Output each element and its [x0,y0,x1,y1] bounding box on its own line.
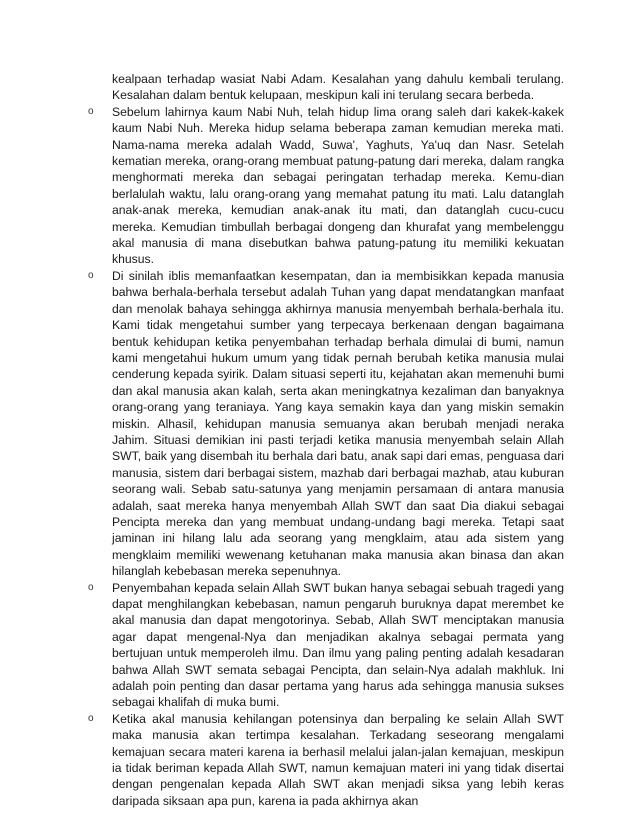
continuation-paragraph: kealpaan terhadap wasiat Nabi Adam. Kesalahan yang dahulu kembali terulang. Kesalahan dalam bentuk kelupaan, meskipun kali ini terulang secara berbeda. [112,72,564,103]
list-item [88,711,564,809]
bullet-circle-icon: o [88,581,94,593]
bullet-circle-icon: o [88,269,94,281]
list-item [88,268,564,580]
list-item-text: Sebelum lahirnya kaum Nabi Nuh, telah hidup lima orang saleh dari kakek-kakek kaum Nabi Nuh. Mereka hidup selama beberapa zaman kemudian mereka mati. Nama-nama mereka adalah Wadd, Suwa', Yaghuts, Ya'uq dan Nasr. Setelah kematian mereka, orang-orang membuat patung-patung dari mereka, dalam rangka menghormati mereka dan sebagai peringatan terhadap mereka. Kemu-dian berlalulah waktu, lalu orang-orang yang memahat patung itu mati. Lalu datanglah anak-anak mereka, kemudian anak-anak itu mati, dan datanglah cucu-cucu mereka. Kemudian timbullah berbagai dongeng dan khurafat yang membelenggu akal manusia di mana disebutkan bahwa patung-patung itu memiliki kekuatan khusus. [112,104,564,267]
bullet-circle-icon: o [88,105,94,117]
bullet-circle-icon: o [88,712,94,724]
list-item-text: Penyembahan kepada selain Allah SWT bukan hanya sebagai sebuah tragedi yang dapat menghilangkan kebebasan, namun pengaruh buruknya dapat merembet ke akal manusia dan dapat mengotorinya. Sebab, Allah SWT menciptakan manusia agar dapat mengenal-Nya dan menjadikan akalnya sebagai permata yang bertujuan untuk memperoleh ilmu. Dan ilmu yang paling penting adalah kesadaran bahwa Allah SWT semata sebagai Pencipta, dan selain-Nya adalah makhluk. Ini adalah poin penting dan dasar pertama yang harus ada sehingga manusia sukses sebagai khalifah di muka bumi. [112,580,564,710]
list-item-text: Ketika akal manusia kehilangan potensinya dan berpaling ke selain Allah SWT maka manusia akan tertimpa kesalahan. Terkadang seseorang mengalami kemajuan secara materi karena ia berhasil melalui jalan-jalan kemajuan, meskipun ia tidak beriman kepada Allah SWT, namun kemajuan materi ini yang tidak disertai dengan pengenalan kepada Allah SWT akan menjadi siksa yang lebih keras daripada siksaan apa pun, karena ia pada akhirnya akan [112,711,564,808]
list-item [88,580,564,711]
list-item-text: Di sinilah iblis memanfaatkan kesempatan, dan ia membisikkan kepada manusia bahwa berhala-berhala tersebut adalah Tuhan yang dapat mendatangkan manfaat dan menolak bahaya sehingga akhirnya manusia menyembah berhala-berhala itu. Kami tidak mengetahui sumber yang terpecaya berkenaan dengan bagaimana bentuk kehidupan ketika penyembahan terhadap berhala dimulai di bumi, namun kami mengetahui hukum umum yang tidak pernah berubah ketika manusia mulai cenderung kepada syirik. Dalam situasi seperti itu, kejahatan akan memenuhi bumi dan akal manusia akan kalah, serta akan meningkatnya kezaliman dan banyaknya orang-orang yang teraniaya. Yang kaya semakin kaya dan yang miskin semakin miskin. Alhasil, kehidupan manusia semuanya akan berubah menjadi neraka Jahim. Situasi demikian ini pasti terjadi ketika manusia menyembah selain Allah SWT, baik yang disembah itu berhala dari batu, anak sapi dari emas, penguasa dari manusia, sistem dari berbagai sistem, mazhab dari berbagai mazhab, atau kuburan seorang wali. Sebab satu-satunya yang menjamin persamaan di antara manusia adalah, saat mereka hanya menyembah Allah SWT dan saat Dia diakui sebagai Pencipta mereka dan yang membuat undang-undang bagi mereka. Tetapi saat jaminan ini hilang lalu ada seorang yang mengklaim, atau ada sistem yang mengklaim memiliki wewenang ketuhanan maka manusia akan binasa dan akan hilanglah kebebasan mereka sepenuhnya. [112,268,564,579]
document-body [88,71,564,809]
list-item [88,104,564,268]
